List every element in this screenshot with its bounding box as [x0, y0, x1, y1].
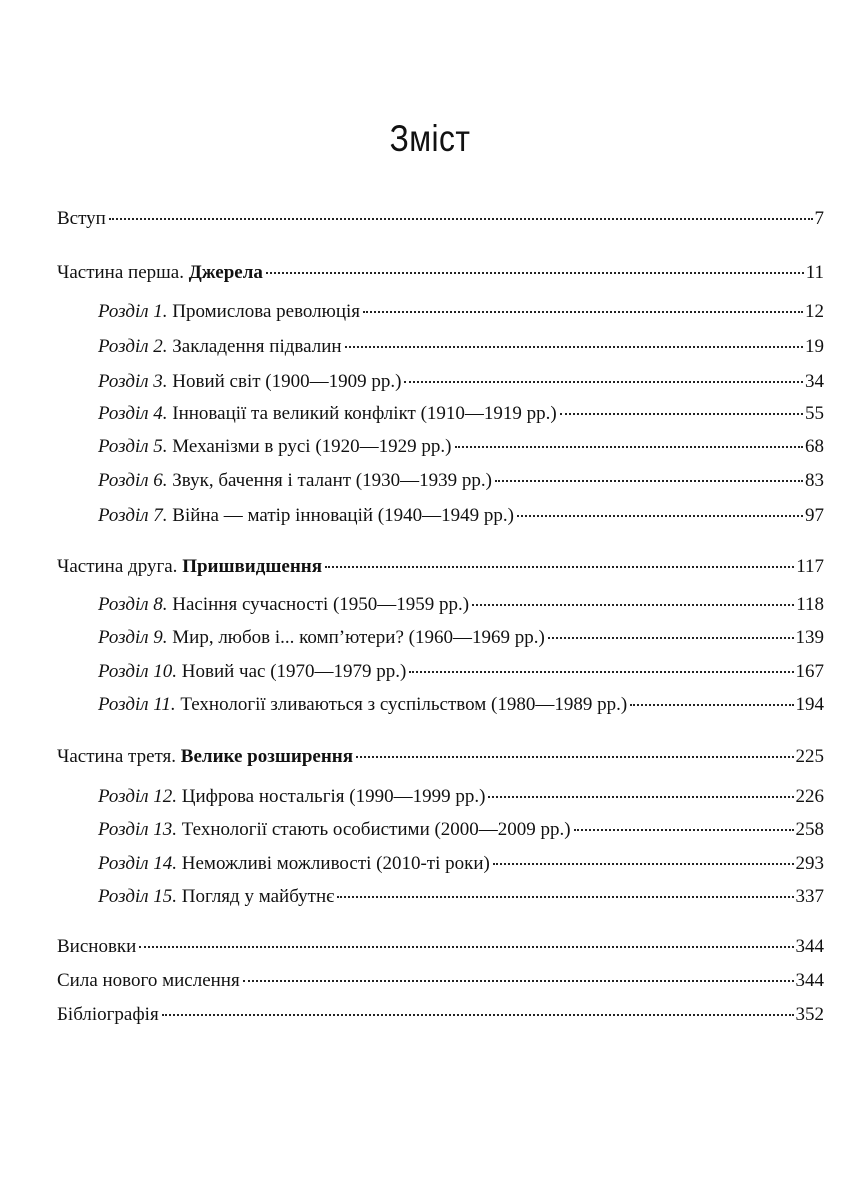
dot-leader	[493, 863, 794, 865]
dot-leader	[472, 604, 794, 606]
dot-leader	[337, 896, 793, 898]
dot-leader	[325, 566, 794, 568]
toc-entry-label: Розділ 1. Промислова революція	[98, 301, 361, 322]
toc-entry-label: Розділ 2. Закладення підвалин	[98, 336, 342, 357]
toc-entry-label: Розділ 13. Технології стають особистими (2000—2009 рр.)	[98, 819, 571, 840]
toc-entry-chapter-11[interactable]	[98, 694, 824, 720]
toc-entry-chapter-8[interactable]	[98, 594, 824, 620]
dot-leader	[363, 311, 803, 313]
toc-entry-chapter-6[interactable]	[98, 470, 824, 496]
toc-page-number: 194	[795, 694, 824, 715]
toc-entry-label: Розділ 5. Механізми в русі (1920—1929 рр.)	[98, 436, 452, 457]
toc-page-number: 97	[805, 505, 824, 526]
dot-leader	[356, 756, 793, 758]
dot-leader	[517, 515, 803, 517]
toc-page-number: 344	[795, 936, 824, 957]
toc-entry-chapter-9[interactable]	[98, 627, 824, 653]
toc-page-number: 139	[795, 627, 824, 648]
toc-page-number: 352	[795, 1004, 824, 1025]
dot-leader	[162, 1014, 794, 1016]
toc-entry-label: Частина перша. Джерела	[57, 262, 263, 283]
toc-page-number: 293	[795, 853, 824, 874]
toc-page-number: 11	[805, 262, 824, 283]
toc-page-number: 226	[795, 786, 824, 807]
toc-entry-label: Розділ 3. Новий світ (1900—1909 рр.)	[98, 371, 402, 392]
page-title: Зміст	[389, 118, 471, 159]
dot-leader	[266, 272, 804, 274]
toc-page-number: 12	[805, 301, 824, 322]
dot-leader	[574, 829, 794, 831]
toc-page-number: 118	[796, 594, 824, 615]
toc-entry-introduction[interactable]	[57, 208, 824, 234]
toc-page-number: 337	[795, 886, 824, 907]
toc-page-number: 34	[805, 371, 824, 392]
dot-leader	[488, 796, 793, 798]
toc-entry-label: Розділ 4. Інновації та великий конфлікт (1910—1919 рр.)	[98, 403, 557, 424]
toc-entry-chapter-7[interactable]	[98, 505, 824, 531]
toc-entry-part-1[interactable]	[57, 262, 824, 288]
toc-entry-label: Розділ 14. Неможливі можливості (2010-ті роки)	[98, 853, 490, 874]
toc-entry-label: Частина друга. Пришвидшення	[57, 556, 322, 577]
toc-entry-power-of-new-thinking[interactable]	[57, 970, 824, 996]
toc-entry-chapter-3[interactable]	[98, 371, 824, 397]
dot-leader	[560, 413, 803, 415]
dot-leader	[404, 381, 803, 383]
toc-page-number: 19	[805, 336, 824, 357]
toc-entry-label: Бібліографія	[57, 1004, 159, 1025]
toc-page-number: 344	[795, 970, 824, 991]
toc-entry-chapter-4[interactable]	[98, 403, 824, 429]
toc-entry-label: Розділ 8. Насіння сучасності (1950—1959 рр.)	[98, 594, 470, 615]
toc-entry-chapter-2[interactable]	[98, 336, 824, 362]
toc-entry-label: Розділ 9. Мир, любов і... комп’ютери? (1960—1969 рр.)	[98, 627, 545, 648]
dot-leader	[243, 980, 794, 982]
toc-entry-label: Розділ 6. Звук, бачення і талант (1930—1939 рр.)	[98, 470, 492, 491]
toc-page-number: 167	[795, 661, 824, 682]
toc-entry-conclusions[interactable]	[57, 936, 824, 962]
toc-entry-chapter-10[interactable]	[98, 661, 824, 687]
dot-leader	[630, 704, 793, 706]
toc-entry-label: Вступ	[57, 208, 106, 229]
dot-leader	[455, 446, 804, 448]
toc-page-number: 83	[805, 470, 824, 491]
toc-entry-chapter-14[interactable]	[98, 853, 824, 879]
dot-leader	[139, 946, 793, 948]
toc-page-number: 117	[796, 556, 824, 577]
toc-entry-label: Розділ 12. Цифрова ностальгія (1990—1999 рр.)	[98, 786, 486, 807]
toc-entry-label: Висновки	[57, 936, 137, 957]
dot-leader	[345, 346, 803, 348]
toc-entry-label: Розділ 11. Технології зливаються з суспільством (1980—1989 рр.)	[98, 694, 628, 715]
dot-leader	[409, 671, 793, 673]
toc-entry-label: Розділ 10. Новий час (1970—1979 рр.)	[98, 661, 407, 682]
toc-entry-chapter-12[interactable]	[98, 786, 824, 812]
toc-page-number: 258	[795, 819, 824, 840]
dot-leader	[495, 480, 803, 482]
toc-entry-label: Частина третя. Велике розширення	[57, 746, 354, 767]
toc-entry-chapter-15[interactable]	[98, 886, 824, 912]
toc-page-number: 55	[805, 403, 824, 424]
toc-entry-chapter-13[interactable]	[98, 819, 824, 845]
toc-entry-label: Розділ 7. Війна — матір інновацій (1940—1949 рр.)	[98, 505, 514, 526]
toc-entry-label: Розділ 15. Погляд у майбутнє	[98, 886, 335, 907]
toc-entry-label: Сила нового мислення	[57, 970, 240, 991]
toc-page-number: 7	[814, 208, 824, 229]
toc-entry-part-3[interactable]	[57, 746, 824, 772]
toc-entry-bibliography[interactable]	[57, 1004, 824, 1030]
dot-leader	[548, 637, 794, 639]
toc-entry-part-2[interactable]	[57, 556, 824, 582]
toc-page-number: 68	[805, 436, 824, 457]
toc-entry-chapter-5[interactable]	[98, 436, 824, 462]
toc-entry-chapter-1[interactable]	[98, 301, 824, 327]
toc-page-number: 225	[795, 746, 824, 767]
dot-leader	[109, 218, 813, 220]
